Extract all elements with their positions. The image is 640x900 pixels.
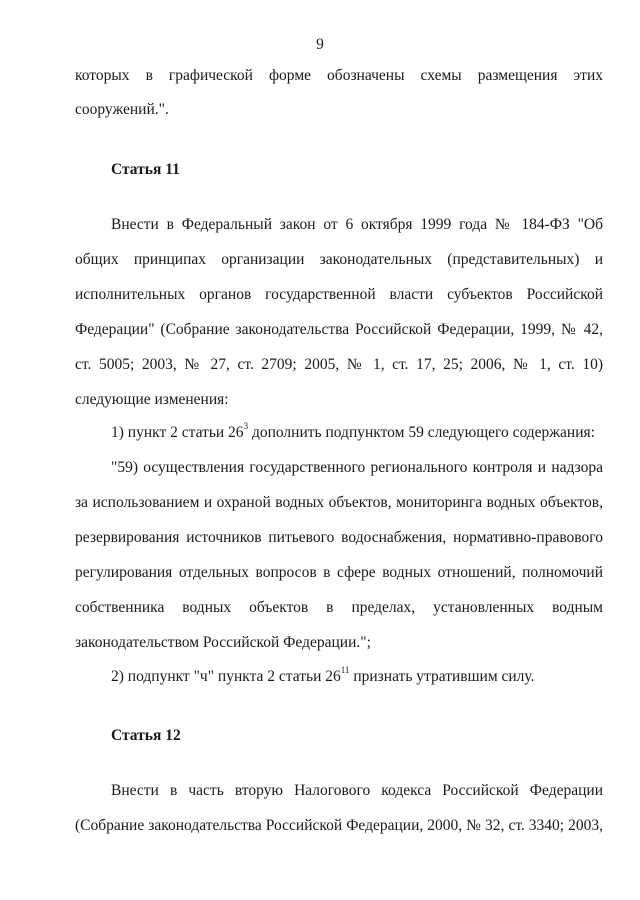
quote-line-5: собственника водных объектов в пределах, установленных водным <box>75 599 603 616</box>
article-12-heading: Статья 12 <box>111 727 181 744</box>
item-1-superscript: 3 <box>243 420 249 431</box>
quote-line-4: регулирования отдельных вопросов в сфере водных отношений, полномочий <box>75 564 603 581</box>
article-11-para-line-1: Внести в Федеральный закон от 6 октября 1999 года № 184-ФЗ "Об <box>111 216 603 233</box>
article-11-para-line-6: следующие изменения: <box>75 391 229 408</box>
article-12-para-line-1: Внести в часть вторую Налогового кодекса Российской Федерации <box>111 782 603 799</box>
quote-line-1: "59) осуществления государственного регионального контроля и надзора <box>111 459 603 476</box>
article-11-para-line-3: исполнительных органов государственной власти субъектов Российской <box>75 286 603 303</box>
page-number: 9 <box>316 36 324 53</box>
article-11-para-line-2: общих принципах организации законодательных (представительных) и <box>75 251 603 268</box>
article-11-heading: Статья 11 <box>111 161 180 178</box>
item-2-text-before: 2) подпункт "ч" пункта 2 статьи 26 <box>111 668 341 685</box>
intro-line-2: сооружений.". <box>75 101 169 118</box>
article-11-para-line-4: Федерации" (Собрание законодательства Российской Федерации, 1999, № 42, <box>75 321 603 338</box>
quote-line-3: резервирования источников питьевого водоснабжения, нормативно-правового <box>75 529 603 546</box>
quote-line-6: законодательством Российской Федерации."; <box>75 634 371 651</box>
item-1-text-before: 1) пункт 2 статьи 26 <box>111 424 244 441</box>
article-12-para-line-2: (Собрание законодательства Российской Федерации, 2000, № 32, ст. 3340; 2003, <box>75 817 603 834</box>
article-11-item-1 <box>111 420 603 443</box>
intro-line-1: которых в графической форме обозначены схемы размещения этих <box>75 67 603 84</box>
article-11-item-2 <box>111 664 603 687</box>
item-1-text-after: дополнить подпунктом 59 следующего содержания: <box>248 424 595 441</box>
item-2-text-after: признать утратившим силу. <box>349 668 535 685</box>
quote-line-2: за использованием и охраной водных объектов, мониторинга водных объектов, <box>75 494 603 511</box>
item-2-superscript: 11 <box>340 664 350 675</box>
article-11-para-line-5: ст. 5005; 2003, № 27, ст. 2709; 2005, № 1, ст. 17, 25; 2006, № 1, ст. 10) <box>75 356 603 373</box>
